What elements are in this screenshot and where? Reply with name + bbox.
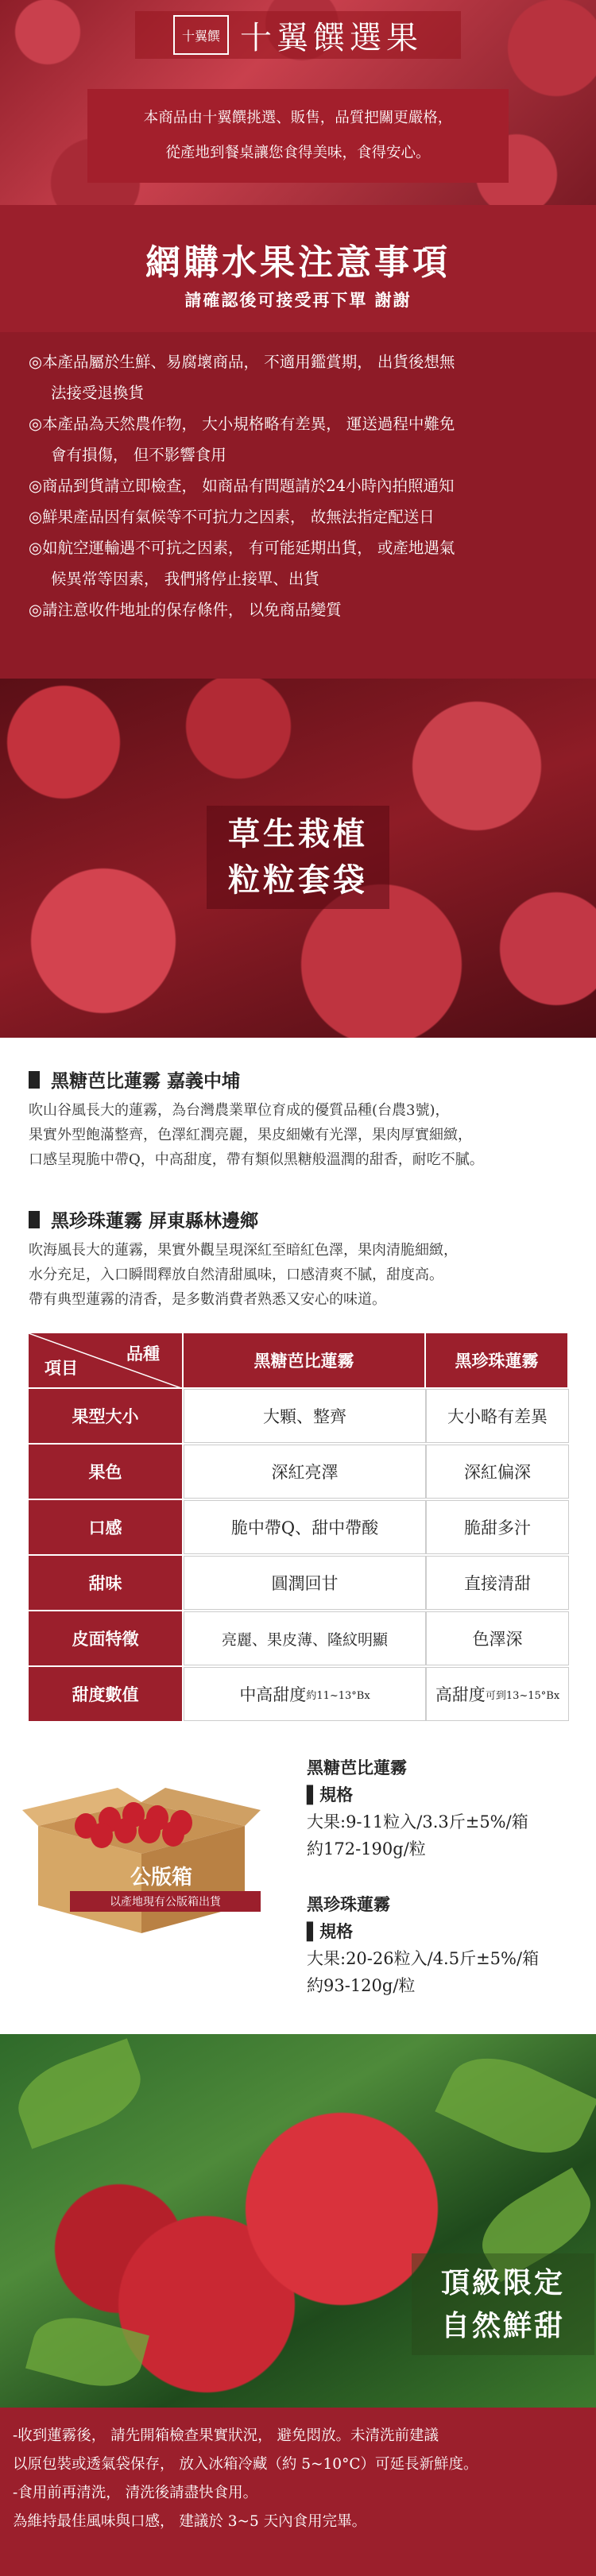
notice-item: ◎如航空運輸遇不可抗之因素， 有可能延期出貨， 或產地遇氣 候異常等因素， 我們將停止接單、出貨 [29,539,455,588]
notice-item: ◎請注意收件地址的保存條件， 以免商品變質 [29,601,342,619]
tip-line: -食用前再清洗， 清洗後請盡快食用。 [13,2485,258,2501]
table-col-header: 黑珍珠蓮霧 [426,1333,569,1387]
notice-item: ◎本產品屬於生鮮、易腐壞商品， 不適用鑑賞期， 出貨後想無 法接受退換貨 [29,353,455,402]
table-row: 甜味 圓潤回甘 直接清甜 [29,1556,569,1611]
fruit-photo-banner [0,679,596,1038]
intro-line: 本商品由十翼饌挑選、販售，品質把關更嚴格， [143,110,453,126]
table-col-header: 黑糖芭比蓮霧 [184,1333,426,1387]
hero-banner [0,0,596,205]
logo-seal: 十翼饌 [173,15,229,55]
variety2-text: 吹海風長大的蓮霧，果實外觀呈現深紅至暗紅色澤，果肉清脆細緻， 水分充足，入口瞬間釋放自然清甜風味，口感清爽不膩，甜度高。 帶有典型蓮霧的清香，是多數消費者熟悉又安心的味道。 [29,1242,458,1308]
table-row: 果色 深紅亮澤 深紅偏深 [29,1445,569,1500]
table-row: 果型大小 大顆、整齊 大小略有差異 [29,1389,569,1445]
tip-line: -收到蓮霧後， 請先開箱檢查果實狀況， 避免悶放。未清洗前建議 [13,2427,439,2444]
comparison-table [29,1333,569,1723]
brand-name: 十翼饌選果 [240,19,423,56]
banner-line: 粒粒套袋 [228,861,368,899]
table-row: 口感 脆中帶Q、甜中帶酸 脆甜多汁 [29,1500,569,1556]
packaging-section [0,1740,596,2034]
table-row: 皮面特徵 亮麗、果皮薄、隆紋明顯 色澤深 [29,1611,569,1667]
fruit-tree-photo [0,2034,596,2408]
variety-description [0,1038,596,1371]
tip-line: 為維持最佳風味與口感， 建議於 3~5 天內食用完畢。 [13,2513,367,2530]
shipping-box-icon [22,1778,261,1937]
banner-line: 草生栽植 [228,815,368,853]
spec-block-1: 黑糖芭比蓮霧 ▌規格 大果:9-11粒入/3.3斤±5%/箱 約172-190g/粒 [307,1758,528,1859]
box-sublabel: 以產地現有公版箱出貨 [70,1891,261,1912]
notice-item: ◎本產品為天然農作物， 大小規格略有差異， 運送過程中難免 會有損傷， 但不影響食用 [29,415,455,464]
storage-tips [0,2408,596,2576]
spec-block-2: 黑珍珠蓮霧 ▌規格 大果:20-26粒入/4.5斤±5%/箱 約93-120g/粒 [307,1894,540,1995]
bottom-banner-label: 頂級限定 自然鮮甜 [412,2253,594,2355]
notice-item: ◎商品到貨請立即檢查， 如商品有問題請於24小時內拍照通知 [29,477,455,495]
table-header-row [29,1333,569,1389]
brand-logo [135,11,461,59]
notice-item: ◎鮮果產品因有氣候等不可抗力之因素， 故無法指定配送日 [29,508,435,526]
table-row: 甜度數值 中高甜度 約11~13°Bx 高甜度 可到13~15°Bx [29,1667,569,1723]
variety2-title: 黑珍珠蓮霧 屏東縣林邊鄉 [29,1206,258,1232]
notice-title: 網購水果注意事項 [145,242,451,283]
variety1-text: 吹山谷風長大的蓮霧，為台灣農業單位育成的優質品種(台農3號)， 果實外型飽滿整齊，色澤紅潤亮麗，果皮細嫩有光澤，果肉厚實細緻， 口感呈現脆中帶Q，中高甜度，帶有類似黑糖般溫潤的甜香，耐吃不膩。 [29,1102,484,1168]
intro-line: 從產地到餐桌讓您食得美味，食得安心。 [165,145,431,161]
box-label: 公版箱 [130,1866,192,1889]
notice-list [29,346,569,625]
table-corner-cell: 品種 項目 [29,1333,184,1387]
banner-label [207,806,389,909]
tip-line: 以原包裝或透氣袋保存， 放入冰箱冷藏（約 5~10°C）可延長新鮮度。 [13,2456,478,2473]
notice-section [0,205,596,679]
variety1-title: 黑糖芭比蓮霧 嘉義中埔 [29,1066,240,1093]
intro-box [87,89,509,183]
notice-subtitle: 請確認後可接受再下單 謝謝 [184,290,412,310]
